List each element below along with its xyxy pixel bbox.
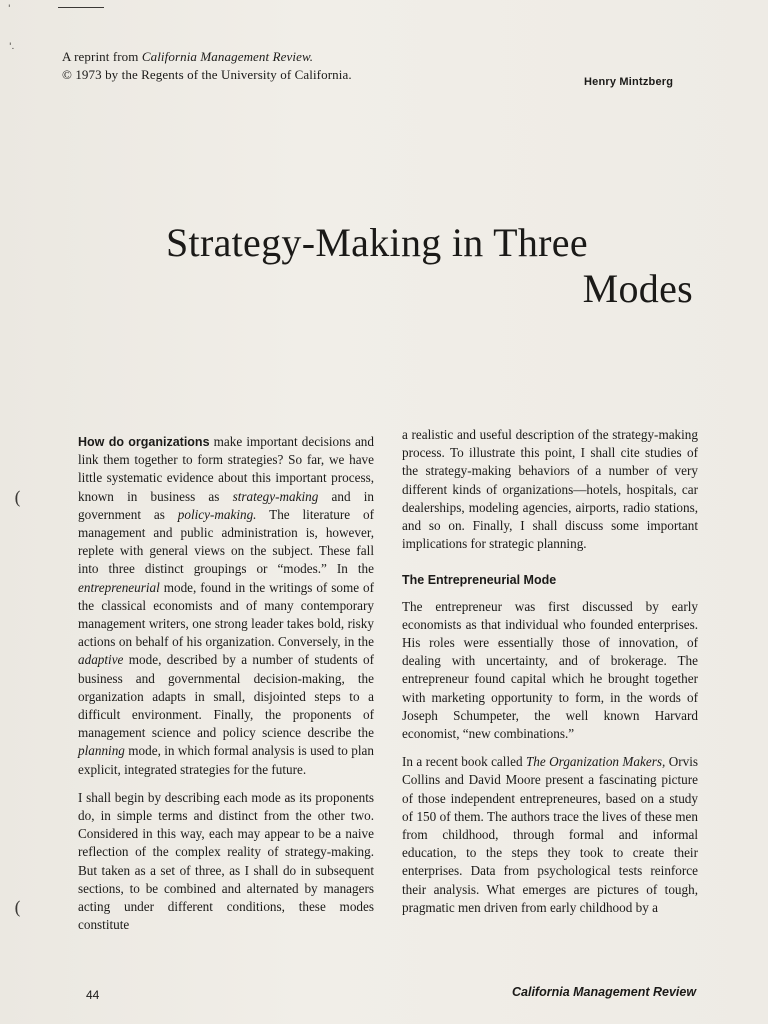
title-line-2: Modes bbox=[582, 266, 693, 311]
reprint-line-1 bbox=[62, 48, 352, 66]
body-text: The entrepreneur was first discussed by early economists as that individual who founded enterprises. His roles were essentially those of innovation, of dealing with uncertainty, and of brokerage. The entrepreneur found capital which he brought together with marketing opportunity to form, in the words of Joseph Schumpeter, the well known Harvard economist, “new combinations.” bbox=[402, 598, 698, 742]
body-text: and in government as bbox=[78, 488, 374, 522]
title-line-1: Strategy-Making in Three bbox=[166, 220, 588, 265]
emphasis-text: The Organization Makers, bbox=[525, 754, 666, 770]
body-text: In a recent book called bbox=[402, 754, 526, 770]
emphasis-text: adaptive bbox=[78, 652, 124, 668]
scan-mark: '. bbox=[9, 42, 15, 52]
left-column bbox=[78, 433, 374, 944]
body-text: mode, found in the writings of some of the classical economists and of many contemporary management writers, one strong leader takes bold, risky actions on behalf of his organization. Conversely, in the bbox=[78, 579, 374, 650]
scan-mark: ' bbox=[8, 4, 11, 14]
margin-mark: ( bbox=[14, 898, 22, 919]
body-text: I shall begin by describing each mode as its proponents do, in simple terms and distinct from the other two. Considered in this way, each may appear to be a naive reflection of the complex reality of strategy-making. But taken as a set of three, as I shall do in subsequent sections, to be combined and alternated by managers acting under different conditions, these modes constitute bbox=[78, 789, 374, 933]
paragraph bbox=[402, 426, 698, 553]
body-text: make important decisions and link them together to form strategies? So far, we have little systematic evidence about this important process, known in business as bbox=[78, 434, 374, 504]
reprint-journal: California Management Review. bbox=[141, 49, 314, 64]
section-heading: The Entrepreneurial Mode bbox=[402, 573, 557, 588]
body-text: The literature of management and public administration is, however, replete with general views on the subject. These fall into three distinct groupings or “modes.” In the bbox=[78, 506, 374, 577]
article-title bbox=[160, 220, 693, 312]
reprint-notice bbox=[62, 48, 352, 84]
body-text: mode, in which formal analysis is used to plan explicit, integrated strategies for the future. bbox=[78, 743, 374, 777]
emphasis-text: strategy-making bbox=[232, 488, 319, 504]
top-rule bbox=[58, 7, 104, 8]
reprint-prefix: A reprint from bbox=[62, 49, 142, 64]
right-column bbox=[402, 426, 698, 927]
paragraph bbox=[78, 789, 374, 935]
page-number: 44 bbox=[86, 988, 100, 1002]
body-text: mode, described by a number of students of business and governmental decision-making, the organization adapts in small, disjointed steps to a difficult environment. Finally, the proponents of management science and policy science describe the bbox=[78, 652, 374, 741]
reprint-line-2: © 1973 by the Regents of the University of California. bbox=[62, 67, 352, 82]
body-text: a realistic and useful description of the strategy-making process. To illustrate this point, I shall cite studies of the strategy-making behaviors of a number of very different kinds of organizations—hotels, hospitals, car dealerships, modeling agencies, airports, radio stations, and so on. Finally, I shall discuss some important implications for strategic planning. bbox=[402, 427, 698, 552]
emphasis-text: policy-making. bbox=[177, 506, 257, 522]
author-name: Henry Mintzberg bbox=[584, 76, 674, 88]
paragraph bbox=[402, 753, 698, 917]
emphasis-text: planning bbox=[78, 743, 125, 759]
lead-in-text: How do organizations bbox=[78, 435, 210, 449]
emphasis-text: entrepreneurial bbox=[78, 579, 160, 595]
paragraph bbox=[78, 433, 374, 779]
body-text: Orvis Collins and David Moore present a fascinating picture of those independent entrepreneures, based on a study of 150 of them. The authors trace the lives of these men from childhood, through formal and informal education, to the steps they took to create their enterprises. Data from psychological tests reinforce their analysis. What emerges are pictures of tough, pragmatic men driven from early childhood by a bbox=[402, 754, 698, 915]
journal-footer: California Management Review bbox=[512, 985, 697, 999]
margin-mark: ( bbox=[14, 488, 22, 509]
paragraph bbox=[402, 598, 698, 744]
